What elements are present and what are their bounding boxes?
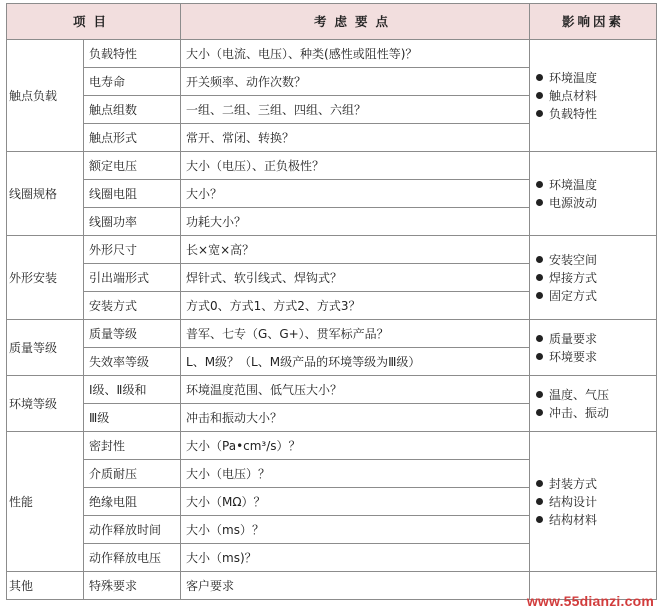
category-cell: 环境等级 [7,376,84,432]
bullet-icon [536,110,543,117]
consideration-cell: 焊针式、软引线式、焊钩式？ [181,264,530,292]
factor-item [536,348,651,366]
factor-item [536,493,651,511]
item-cell: Ⅰ级、Ⅱ级和 [84,376,181,404]
consideration-cell: 客户要求 [181,572,530,600]
category-cell: 触点负载 [7,40,84,152]
factors-cell [530,432,657,572]
item-cell: 密封性 [84,432,181,460]
consideration-cell: 大小（ms)？ [181,544,530,572]
factor-label: 电源波动 [549,195,598,210]
factors-cell [530,236,657,320]
item-cell: 动作释放时间 [84,516,181,544]
category-cell: 外形安装 [7,236,84,320]
header-row [7,4,657,40]
category-cell: 线圈规格 [7,152,84,236]
factor-label: 温度、气压 [549,387,610,402]
consideration-cell: 冲击和振动大小？ [181,404,530,432]
item-cell: 质量等级 [84,320,181,348]
consideration-cell: 开关频率、动作次数？ [181,68,530,96]
factor-item [536,87,651,105]
table-row [7,236,657,264]
bullet-icon [536,274,543,281]
consideration-cell: 普军、七专（G、G+）、贯军标产品？ [181,320,530,348]
factor-item [536,511,651,529]
item-cell: 电寿命 [84,68,181,96]
factor-item [536,287,651,305]
factor-label: 环境温度 [549,70,598,85]
table-row [7,432,657,460]
factor-label: 负载特性 [549,106,598,121]
table-row [7,320,657,348]
consideration-cell: 大小（电压）、正负极性？ [181,152,530,180]
factor-item [536,105,651,123]
consideration-cell: 大小（电流、电压）、种类(感性或阻性等)？ [181,40,530,68]
item-cell: 失效率等级 [84,348,181,376]
consideration-cell: 大小？ [181,180,530,208]
category-cell: 其他 [7,572,84,600]
factors-cell [530,40,657,152]
relay-selection-table [6,3,657,600]
header-item: 项目 [7,4,181,40]
table-row [7,376,657,404]
item-cell: Ⅲ级 [84,404,181,432]
factor-label: 安装空间 [549,252,598,267]
item-cell: 负载特性 [84,40,181,68]
consideration-cell: 大小（Pa•cm³/s）？ [181,432,530,460]
factor-item [536,69,651,87]
factor-item [536,475,651,493]
item-cell: 额定电压 [84,152,181,180]
bullet-icon [536,292,543,299]
bullet-icon [536,92,543,99]
item-cell: 特殊要求 [84,572,181,600]
factor-label: 结构设计 [549,494,598,509]
bullet-icon [536,335,543,342]
item-cell: 安装方式 [84,292,181,320]
factor-item [536,251,651,269]
consideration-cell: L、M级？（L、M级产品的环境等级为Ⅲ级） [181,348,530,376]
bullet-icon [536,391,543,398]
item-cell: 线圈功率 [84,208,181,236]
factors-cell [530,320,657,376]
bullet-icon [536,74,543,81]
watermark: www.55dianzi.com [526,593,654,609]
consideration-cell: 环境温度范围、低气压大小？ [181,376,530,404]
item-cell: 动作释放电压 [84,544,181,572]
factor-item [536,194,651,212]
item-cell: 线圈电阻 [84,180,181,208]
consideration-cell: 一组、二组、三组、四组、六组？ [181,96,530,124]
item-cell: 触点组数 [84,96,181,124]
factor-label: 固定方式 [549,288,598,303]
bullet-icon [536,480,543,487]
bullet-icon [536,353,543,360]
factor-label: 结构材料 [549,512,598,527]
factors-cell [530,152,657,236]
category-cell: 质量等级 [7,320,84,376]
item-cell: 介质耐压 [84,460,181,488]
item-cell: 外形尺寸 [84,236,181,264]
consideration-cell: 大小（MΩ）？ [181,488,530,516]
item-cell: 引出端形式 [84,264,181,292]
bullet-icon [536,516,543,523]
factor-item [536,176,651,194]
category-cell: 性能 [7,432,84,572]
consideration-cell: 功耗大小？ [181,208,530,236]
table-row [7,152,657,180]
factors-cell [530,376,657,432]
item-cell: 绝缘电阻 [84,488,181,516]
consideration-cell: 长×宽×高？ [181,236,530,264]
item-cell: 触点形式 [84,124,181,152]
factor-item [536,269,651,287]
factor-label: 封装方式 [549,476,598,491]
factor-item [536,404,651,422]
factor-item [536,330,651,348]
bullet-icon [536,181,543,188]
table-row [7,40,657,68]
consideration-cell: 方式0、方式1、方式2、方式3？ [181,292,530,320]
consideration-cell: 大小（ms）？ [181,516,530,544]
factor-label: 环境要求 [549,349,598,364]
bullet-icon [536,409,543,416]
header-considerations: 考虑要点 [181,4,530,40]
consideration-cell: 常开、常闭、转换？ [181,124,530,152]
header-factors: 影响因素 [530,4,657,40]
factor-label: 冲击、振动 [549,405,610,420]
factor-label: 触点材料 [549,88,598,103]
factor-label: 焊接方式 [549,270,598,285]
factor-item [536,386,651,404]
consideration-cell: 大小（电压）？ [181,460,530,488]
bullet-icon [536,256,543,263]
table-body [7,40,657,600]
bullet-icon [536,199,543,206]
factor-label: 质量要求 [549,331,598,346]
bullet-icon [536,498,543,505]
factor-label: 环境温度 [549,177,598,192]
